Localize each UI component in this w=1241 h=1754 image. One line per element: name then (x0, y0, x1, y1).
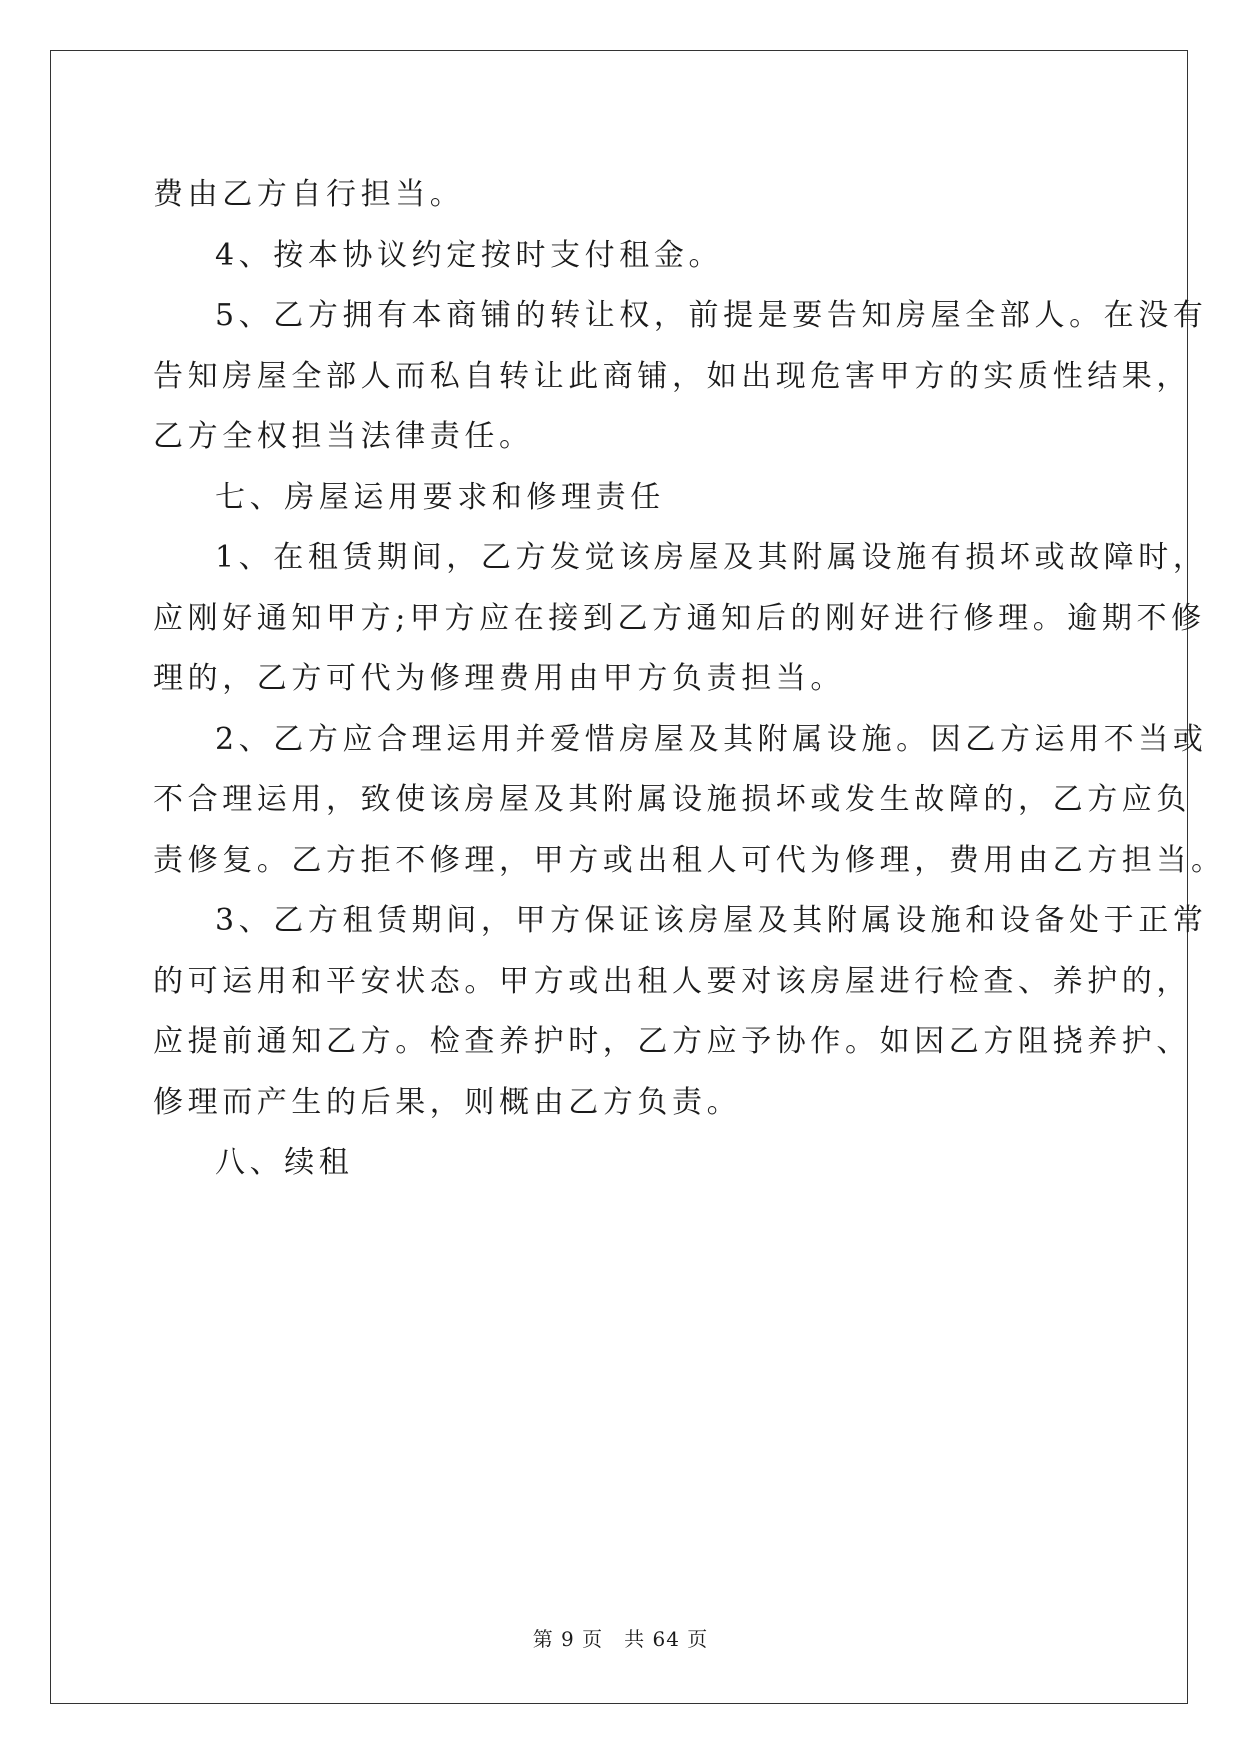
section-heading (153, 1133, 1093, 1194)
text-line: 3、乙方租赁期间，甲方保证该房屋及其附属设施和设备处于正常 (215, 903, 1208, 938)
text-line: 应提前通知乙方。检查养护时，乙方应予协作。如因乙方阻挠养护、 (153, 1024, 1191, 1059)
paragraph (153, 226, 1093, 287)
paragraph (153, 528, 1208, 710)
text-line: 乙方全权担当法律责任。 (153, 419, 534, 454)
text-line: 2、乙方应合理运用并爱惜房屋及其附属设施。因乙方运用不当或 (215, 721, 1208, 757)
text-line: 1、在租赁期间，乙方发觉该房屋及其附属设施有损坏或故障时， (215, 540, 1208, 575)
text-line: 的可运用和平安状态。甲方或出租人要对该房屋进行检查、养护的， (153, 963, 1191, 999)
text-line: 告知房屋全部人而私自转让此商铺，如出现危害甲方的实质性结果， (153, 358, 1191, 394)
text-line: 八、续租 (215, 1145, 354, 1180)
page-number-footer: 第 9 页 共 64 页 (532, 1627, 709, 1651)
document-body (153, 165, 1226, 1194)
text-line: 理的，乙方可代为修理费用由甲方负责担当。 (153, 661, 845, 696)
text-line: 费由乙方自行担当。 (153, 177, 465, 212)
text-line: 修理而产生的后果，则概由乙方负责。 (153, 1084, 742, 1120)
paragraph (153, 891, 1208, 1133)
section-heading (153, 468, 1093, 529)
paragraph (153, 165, 1093, 226)
text-line: 4、按本协议约定按时支付租金。 (215, 237, 724, 273)
text-line: 七、房屋运用要求和修理责任 (215, 479, 665, 515)
text-line: 5、乙方拥有本商铺的转让权，前提是要告知房屋全部人。在没有 (215, 298, 1208, 333)
paragraph (153, 710, 1226, 892)
text-line: 责修复。乙方拒不修理，甲方或出租人可代为修理，费用由乙方担当。 (153, 842, 1226, 878)
paragraph (153, 286, 1208, 468)
text-line: 应刚好通知甲方;甲方应在接到乙方通知后的刚好进行修理。逾期不修 (153, 600, 1206, 636)
text-line: 不合理运用，致使该房屋及其附属设施损坏或发生故障的，乙方应负 (153, 782, 1191, 817)
